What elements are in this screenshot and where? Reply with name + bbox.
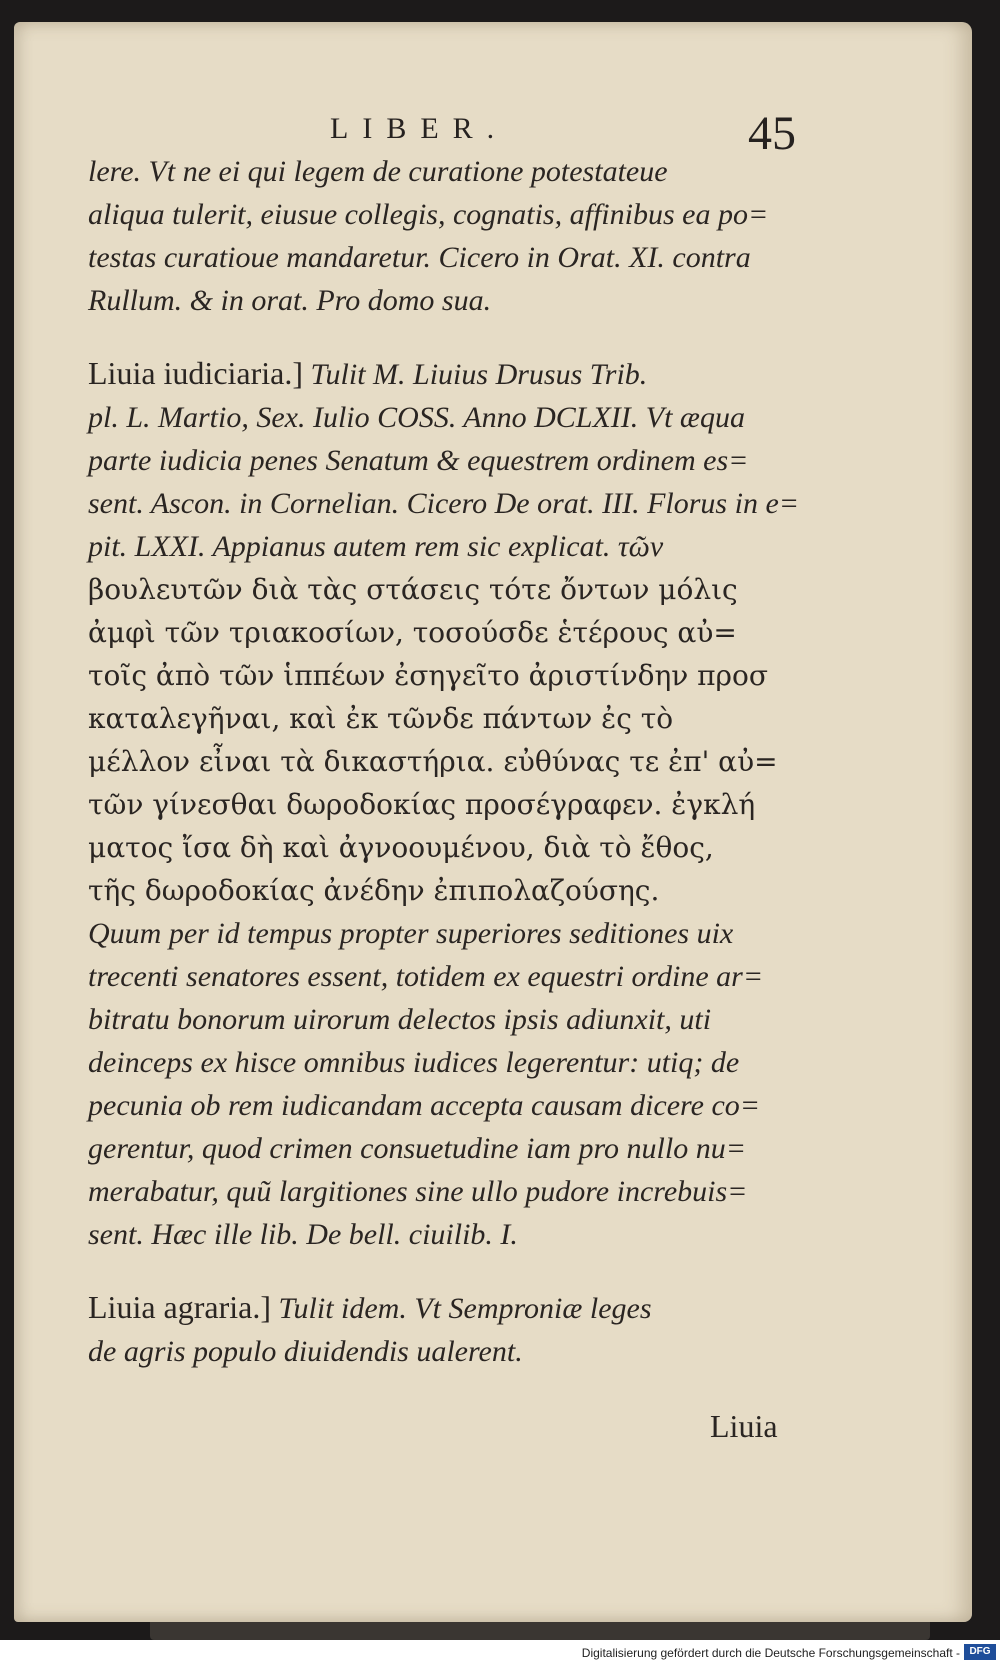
catchword: Liuia <box>710 1408 778 1444</box>
text-line: parte iudicia penes Senatum & equestrem ordinem es= <box>88 444 749 477</box>
greek-line: καταλεγῆναι, καὶ ἐκ τῶνδε πάντων ἐς τὸ <box>88 702 674 735</box>
text-line: Quum per id tempus propter superiores seditiones uix <box>88 917 734 950</box>
greek-line: τῶν γίνεσθαι δωροδοκίας προσέγραφεν. ἐγκλή <box>88 788 756 821</box>
text-line: aliqua tulerit, eiusue collegis, cognatis, affinibus ea po= <box>88 198 769 231</box>
greek-line: ἀμφὶ τῶν τριακοσίων, τοσούσδε ἑτέρους αὐ= <box>88 616 737 649</box>
text-line: pit. LXXI. Appianus autem rem sic explicat. τῶν <box>88 530 664 563</box>
greek-line: βουλευτῶν διὰ τὰς στάσεις τότε ὄντων μόλις <box>88 573 738 606</box>
footer-credit: Digitalisierung gefördert durch die Deutsche Forschungsgemeinschaft - <box>581 1646 960 1660</box>
text-line: testas curatioue mandaretur. Cicero in Orat. XI. contra <box>88 241 751 274</box>
main-text <box>88 150 828 1373</box>
text-line: sent. Ascon. in Cornelian. Cicero De orat. III. Florus in e= <box>88 487 800 520</box>
page-number: 45 <box>748 107 796 160</box>
section-rubric: Liuia agraria.] <box>88 1289 271 1325</box>
text-line <box>88 352 828 396</box>
greek-line: τῆς δωροδοκίας ἀνέδην ἐπιπολαζούσης. <box>88 874 660 907</box>
dfg-logo: DFG <box>964 1644 996 1660</box>
greek-line: τοῖς ἀπὸ τῶν ἱππέων ἐσηγεῖτο ἀριστίνδην προσ <box>88 659 768 692</box>
text-line: deinceps ex hisce omnibus iudices legerentur: utiq; de <box>88 1046 740 1079</box>
text-line: bitratu bonorum uirorum delectos ipsis adiunxit, uti <box>88 1003 712 1036</box>
greek-line: ματος ἴσα δὴ καὶ ἀγνοουμένου, διὰ τὸ ἔθος, <box>88 831 714 864</box>
text-line: pl. L. Martio, Sex. Iulio COSS. Anno DCLXII. Vt æqua <box>88 401 745 434</box>
text-line: merabatur, quũ largitiones sine ullo pudore increbuis= <box>88 1175 748 1208</box>
text-line: pecunia ob rem iudicandam accepta causam dicere co= <box>88 1089 760 1122</box>
text-line: trecenti senatores essent, totidem ex equestri ordine ar= <box>88 960 764 993</box>
text-line: sent. Hæc ille lib. De bell. ciuilib. I. <box>88 1218 518 1251</box>
text-line: lere. Vt ne ei qui legem de curatione potestateue <box>88 155 668 188</box>
text-line <box>88 1286 828 1330</box>
section-rubric: Liuia iudiciaria.] <box>88 355 304 391</box>
running-head: LIBER. <box>330 112 509 145</box>
text-fragment: Tulit M. Liuius Drusus Trib. <box>303 358 648 391</box>
greek-line: μέλλον εἶναι τὰ δικαστήρια. εὐθύνας τε ἐπ' αὐ= <box>88 745 778 778</box>
text-fragment: Tulit idem. Vt Semproniæ leges <box>271 1292 652 1325</box>
text-line: Rullum. & in orat. Pro domo sua. <box>88 284 492 317</box>
text-line: gerentur, quod crimen consuetudine iam pro nullo nu= <box>88 1132 746 1165</box>
text-line: de agris populo diuidendis ualerent. <box>88 1335 523 1368</box>
